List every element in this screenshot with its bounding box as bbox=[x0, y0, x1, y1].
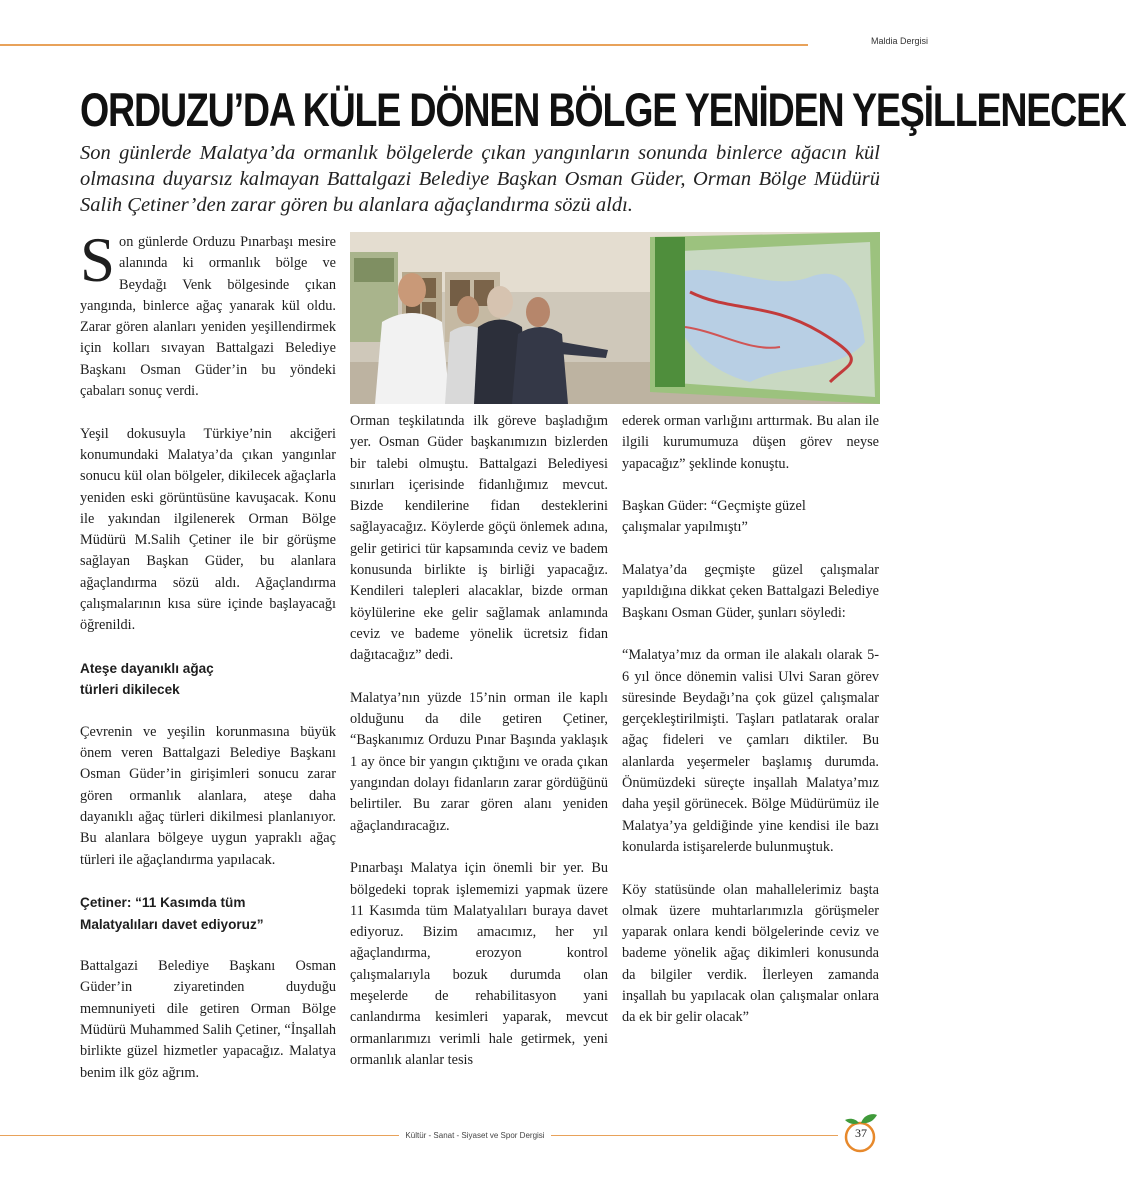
footer-tagline bbox=[0, 1131, 950, 1140]
paragraph: Pınarbaşı Malatya için önemli bir yer. Bu bölgedeki toprak işlememizi yapmak üzere 11 Kasımda tüm Malatyalıları buraya davet ediyoruz. Bizim amacımız, her yıl ağaçlandırma, erozyon kontrol çalışmalarıyla bozuk durumda olan meşelerde de rehabilitasyon yani canlandırma kesimleri yaparak, mevcut ormanlarımızı verimli hale getirmek, yeni ormanlık alanlar tesis bbox=[350, 860, 608, 1068]
paragraph: on günlerde Orduzu Pınarbaşı mesire alanında ki ormanlık bölge ve Beydağı Venk bölgesinde çıkan yangında, binlerce ağaç yanarak kül oldu. Zarar gören alanları yeniden yeşillendirmek için kolları sıvayan Battalgazi Belediye Başkanı Osman Güder’in bu yöndeki çabaları sonuç verdi. bbox=[80, 234, 336, 400]
quote-heading bbox=[622, 496, 879, 539]
article-lead: Son günlerde Malatya’da ormanlık bölgelerde çıkan yangınların sonunda binlerce ağacın kül olmasına duyarsız kalmayan Battalgazi Belediye Başkan Osman Güder, Orman Bölge Müdürü Salih Çetiner’den zarar gören bu alanlara ağaçlandırma sözü aldı. bbox=[80, 142, 880, 216]
paragraph: “Malatya’mız da orman ile alakalı olarak 5-6 yıl önce dönemin valisi Ulvi Saran görev süresinde Beydağı’na çok güzel çalışmalar gerçekleştirilmişti. Taşları patlatarak oralar ağaç fideleri ve çamları diktiler. Bu alanlarda yeşermeler başlamış durumda. Önümüzdeki süreçte inşallah Malatya’mız daha yeşil görünecek. Bölge Müdürümüz ile Malatya’ya geldiğinde yine kendisi ile bazı konularda istişarelerde bulunmuştuk. bbox=[622, 647, 879, 855]
magazine-name: Maldia Dergisi bbox=[870, 36, 928, 46]
quote-heading-line: Başkan Güder: “Geçmişte güzel bbox=[622, 498, 806, 515]
paragraph: ederek orman varlığını arttırmak. Bu alan ile ilgili kurumumuza düşen görev neyse yapacağız” şeklinde konuştu. bbox=[622, 413, 879, 472]
paragraph: Malatya’da geçmişte güzel çalışmalar yapıldığına dikkat çeken Battalgazi Belediye Başkanı Osman Güder, şunları söyledi: bbox=[622, 562, 879, 621]
meeting-photo-illustration bbox=[350, 232, 880, 404]
article-column-1 bbox=[80, 225, 336, 1084]
footer-tagline-text: Kültür - Sanat - Siyaset ve Spor Dergisi bbox=[399, 1131, 550, 1140]
article-column-3 bbox=[622, 411, 879, 1029]
subheading-line: Çetiner: “11 Kasımda tüm bbox=[80, 895, 246, 911]
header-rule bbox=[0, 44, 808, 46]
paragraph: Köy statüsünde olan mahallelerimiz başta olmak üzere muhtarlarımızla görüşmeler yaparak onlara kendi bölgelerinde ceviz ve bademe yönelik ağaç dikimleri konusunda da bilgiler verdik. İlerleyen zamanda inşallah bu yapılacak olan çalışmalar onlara da ek bir gelir olacak” bbox=[622, 881, 879, 1026]
paragraph: Yeşil dokusuyla Türkiye’nin akciğeri konumundaki Malatya’da çıkan yangınlar sonucu kül olan bölgeler, dikilecek ağaçlarla yeniden eski görüntüsüne kavuşacak. Konu ile yakından ilgilenerek Orman Bölge Müdürü M.Salih Çetiner ile bir görüşme sağlayan Başkan Güder, bu alanlara ağaçlandırma sözü aldı. Ağaçlandırma çalışmalarının kısa süre içinde başlayacağı öğrenildi. bbox=[80, 425, 336, 634]
page-number: 37 bbox=[855, 1126, 867, 1140]
subheading bbox=[80, 658, 336, 701]
subheading bbox=[80, 892, 336, 935]
quote-heading-line: çalışmalar yapılmıştı” bbox=[622, 519, 748, 536]
paragraph: Orman teşkilatında ilk göreve başladığım yer. Osman Güder başkanımızın bizlerden bir talebi olmuştu. Battalgazi Belediyesi sınırları içerisinde fidanlığımız mevcut. Bizde kendilerine fidan desteklerini sağlayacağız. Köylerde göçü önlemek adına, gelir getirici tür kapsamında ceviz ve badem konusunda birlikte iş birliği yapacağız. Kendileri talepleri alacaklar, bizde orman köylülerine eke gelir sağlamak anlamında ceviz ve bademe yönelik ücretsiz fidan dağıtacağız” dedi. bbox=[350, 413, 608, 664]
paragraph: Malatya’nın yüzde 15’nin orman ile kaplı olduğunu da dile getiren Çetiner, “Başkanımız Orduzu Pınar Başında yaklaşık 1 ay önce bir yangın çıktığını ve orada çıkan yangından dolayı fidanların zarar gördüğünü belirtiler. Bu zarar gören alanı yeniden ağaçlandıracağız. bbox=[350, 689, 608, 834]
paragraph: Battalgazi Belediye Başkanı Osman Güder’in ziyaretinden duyduğu memnuniyeti dile getiren Orman Bölge Müdürü Muhammed Salih Çetiner, “İnşallah birlikte güzel hizmetler yapacağız. Malatya benim ilk göz ağrım. bbox=[80, 958, 336, 1081]
drop-cap: S bbox=[80, 225, 116, 295]
subheading-line: Malatyalıları davet ediyoruz” bbox=[80, 916, 264, 932]
article-title: ORDUZU’DA KÜLE DÖNEN BÖLGE YENİDEN YEŞİLLENECEK bbox=[80, 83, 1126, 136]
article-photo bbox=[350, 232, 880, 404]
paragraph: Çevrenin ve yeşilin korunmasına büyük önem veren Battalgazi Belediye Başkanı Osman Güder’in girişimleri sonucu zarar gören ormanlık alanlara, ateşe daha dayanıklı ağaç türleri dikilmesi planlanıyor. Bu alanlara bölgeye uygun yapraklı ağaç türleri ile ağaçlandırma yapılacak. bbox=[80, 723, 336, 868]
subheading-line: Ateşe dayanıklı ağaç bbox=[80, 660, 214, 676]
subheading-line: türleri dikilecek bbox=[80, 682, 180, 698]
article-column-2 bbox=[350, 411, 608, 1071]
